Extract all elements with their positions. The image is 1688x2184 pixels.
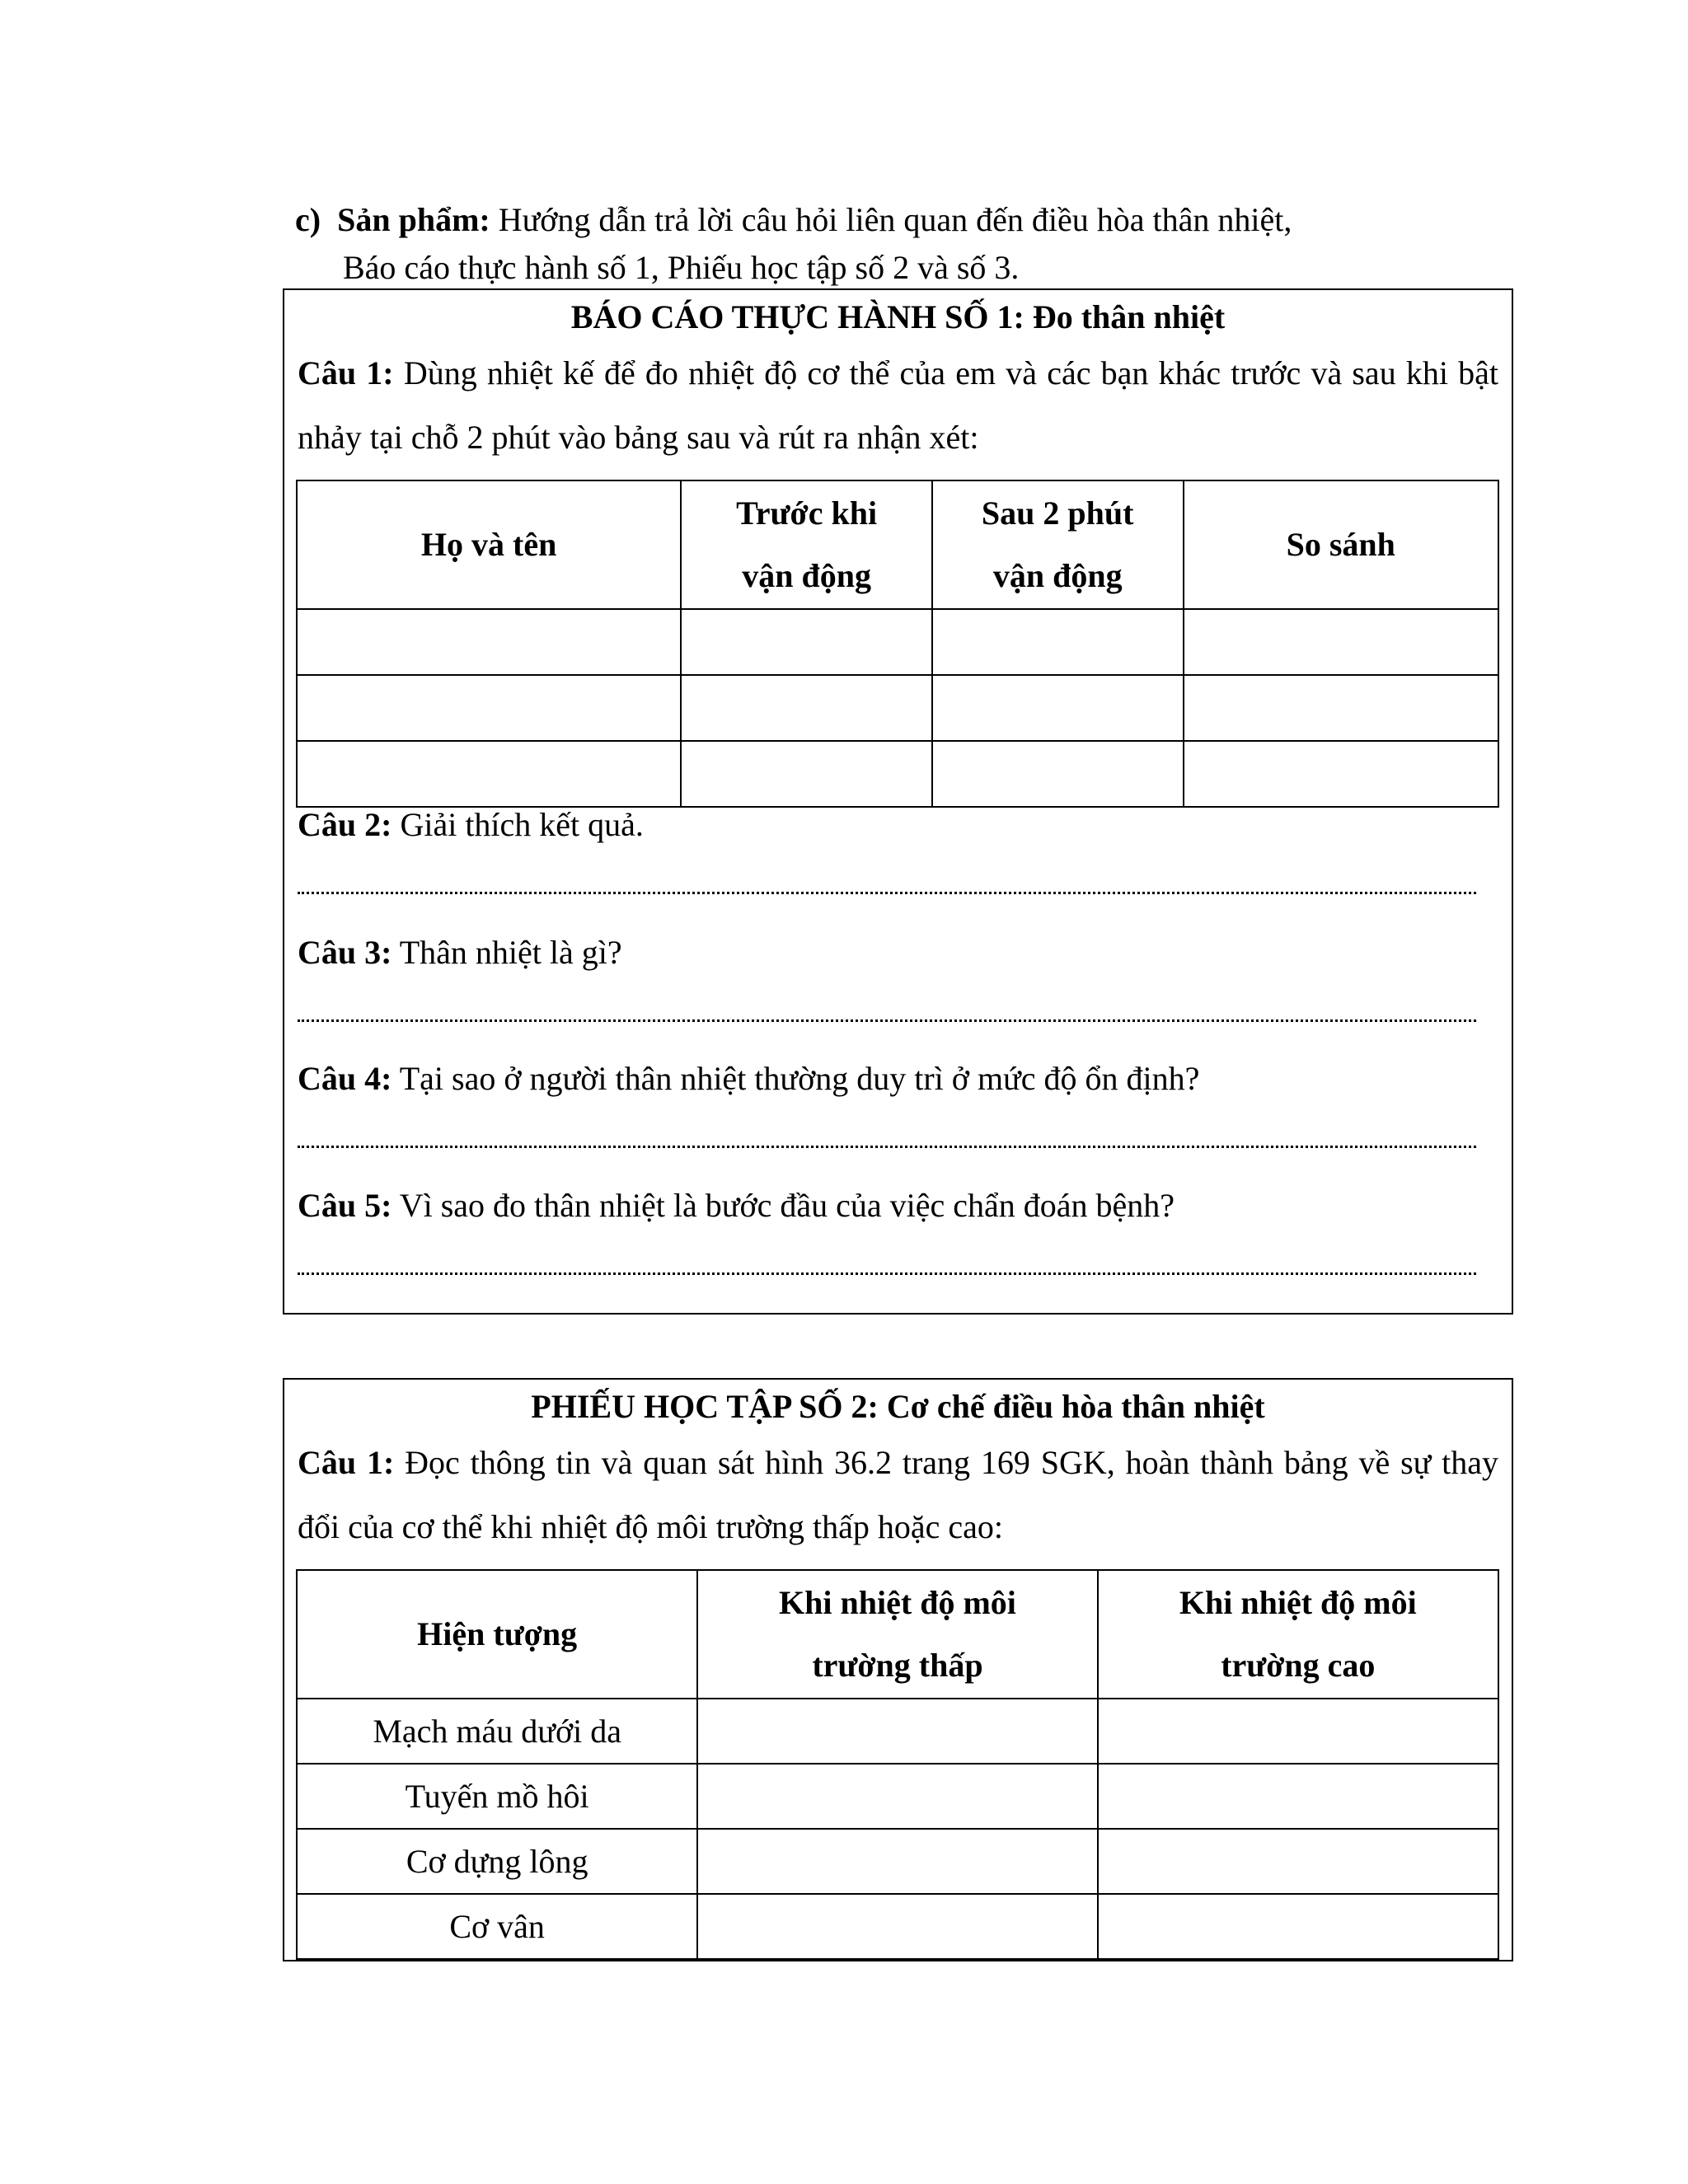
report-question-5 bbox=[298, 1182, 1175, 1230]
header-high-line-2: trường cao bbox=[1221, 1647, 1376, 1684]
worksheet-q1-label: Câu 1: bbox=[298, 1444, 395, 1481]
table-cell[interactable] bbox=[1098, 1764, 1498, 1829]
table-cell[interactable] bbox=[297, 609, 681, 675]
table-cell[interactable] bbox=[1184, 741, 1498, 807]
table-row bbox=[297, 741, 1498, 807]
report-q2-text: Giải thích kết quả. bbox=[400, 806, 644, 843]
temperature-table bbox=[296, 480, 1499, 808]
table-header-row bbox=[297, 1570, 1498, 1699]
table-cell[interactable] bbox=[681, 675, 932, 741]
header-before bbox=[681, 480, 932, 609]
report-question-3 bbox=[298, 929, 622, 977]
table-cell[interactable] bbox=[1098, 1699, 1498, 1764]
table-row bbox=[297, 1829, 1498, 1894]
intro-paragraph bbox=[295, 196, 1531, 292]
report-title: BÁO CÁO THỰC HÀNH SỐ 1: Đo thân nhiệt bbox=[570, 298, 1226, 335]
report-q2-label: Câu 2: bbox=[298, 806, 392, 843]
report-q3-text: Thân nhiệt là gì? bbox=[399, 934, 622, 971]
report-q3-label: Câu 3: bbox=[298, 934, 392, 971]
table-cell[interactable] bbox=[1184, 609, 1498, 675]
table-header-row bbox=[297, 480, 1498, 609]
header-low-line-1: Khi nhiệt độ môi bbox=[779, 1584, 1016, 1621]
regulation-table bbox=[296, 1569, 1499, 1960]
table-cell[interactable] bbox=[681, 609, 932, 675]
report-q5-label: Câu 5: bbox=[298, 1187, 392, 1224]
table-cell[interactable] bbox=[1098, 1894, 1498, 1959]
answer-line-4[interactable] bbox=[298, 1146, 1476, 1148]
header-compare: So sánh bbox=[1184, 480, 1498, 609]
header-after bbox=[932, 480, 1184, 609]
header-after-line-2: vận động bbox=[992, 557, 1123, 594]
header-after-line-1: Sau 2 phút bbox=[981, 494, 1134, 532]
table-cell[interactable] bbox=[697, 1764, 1097, 1829]
header-before-line-1: Trước khi bbox=[736, 494, 878, 532]
table-cell[interactable] bbox=[697, 1894, 1097, 1959]
report-question-1 bbox=[298, 341, 1498, 470]
table-cell[interactable] bbox=[932, 675, 1184, 741]
table-cell[interactable] bbox=[297, 741, 681, 807]
worksheet-box bbox=[283, 1378, 1513, 1961]
intro-text-1: Hướng dẫn trả lời câu hỏi liên quan đến điều hòa thân nhiệt, bbox=[498, 201, 1292, 238]
report-question-4 bbox=[298, 1055, 1199, 1103]
table-row bbox=[297, 1894, 1498, 1959]
header-high-temp bbox=[1098, 1570, 1498, 1699]
table-row bbox=[297, 1699, 1498, 1764]
report-q4-text: Tại sao ở người thân nhiệt thường duy trì ở mức độ ổn định? bbox=[399, 1060, 1200, 1097]
intro-prefix: c) bbox=[295, 201, 321, 238]
worksheet-title: PHIẾU HỌC TẬP SỐ 2: Cơ chế điều hòa thân nhiệt bbox=[531, 1388, 1265, 1425]
answer-line-5[interactable] bbox=[298, 1272, 1476, 1275]
table-cell[interactable] bbox=[932, 741, 1184, 807]
table-cell[interactable] bbox=[697, 1829, 1097, 1894]
table-row bbox=[297, 675, 1498, 741]
header-high-line-1: Khi nhiệt độ môi bbox=[1179, 1584, 1417, 1621]
table-cell[interactable] bbox=[297, 675, 681, 741]
report-question-2 bbox=[298, 801, 644, 849]
worksheet-q1-text: Đọc thông tin và quan sát hình 36.2 trang 169 SGK, hoàn thành bảng về sự thay đổi của cơ thể khi nhiệt độ môi trường thấp hoặc cao: bbox=[298, 1444, 1499, 1545]
table-cell[interactable] bbox=[681, 741, 932, 807]
report-q5-text: Vì sao đo thân nhiệt là bước đầu của việc chẩn đoán bệnh? bbox=[399, 1187, 1175, 1224]
header-low-temp bbox=[697, 1570, 1097, 1699]
table-row bbox=[297, 609, 1498, 675]
report-q1-text: Dùng nhiệt kế để đo nhiệt độ cơ thể của em và các bạn khác trước và sau khi bật nhảy tại chỗ 2 phút vào bảng sau và rút ra nhận xét: bbox=[298, 354, 1499, 456]
intro-label: Sản phẩm: bbox=[337, 201, 490, 238]
intro-line-1 bbox=[295, 196, 1531, 244]
header-name: Họ và tên bbox=[297, 480, 681, 609]
table-cell[interactable] bbox=[697, 1699, 1097, 1764]
answer-line-3[interactable] bbox=[298, 1019, 1476, 1022]
answer-line-2[interactable] bbox=[298, 892, 1476, 894]
header-phenomenon: Hiện tượng bbox=[297, 1570, 697, 1699]
table-row bbox=[297, 1764, 1498, 1829]
table-cell[interactable] bbox=[1098, 1829, 1498, 1894]
header-before-line-2: vận động bbox=[742, 557, 871, 594]
intro-text-2: Báo cáo thực hành số 1, Phiếu học tập số 2 và số 3. bbox=[343, 249, 1020, 286]
practice-report-box bbox=[283, 288, 1513, 1315]
row-label: Cơ dựng lông bbox=[297, 1829, 697, 1894]
row-label: Mạch máu dưới da bbox=[297, 1699, 697, 1764]
row-label: Tuyến mồ hôi bbox=[297, 1764, 697, 1829]
report-q1-label: Câu 1: bbox=[298, 354, 394, 391]
worksheet-question-1 bbox=[298, 1431, 1498, 1559]
table-cell[interactable] bbox=[1184, 675, 1498, 741]
table-cell[interactable] bbox=[932, 609, 1184, 675]
row-label: Cơ vân bbox=[297, 1894, 697, 1959]
header-low-line-2: trường thấp bbox=[812, 1647, 983, 1684]
report-q4-label: Câu 4: bbox=[298, 1060, 392, 1097]
